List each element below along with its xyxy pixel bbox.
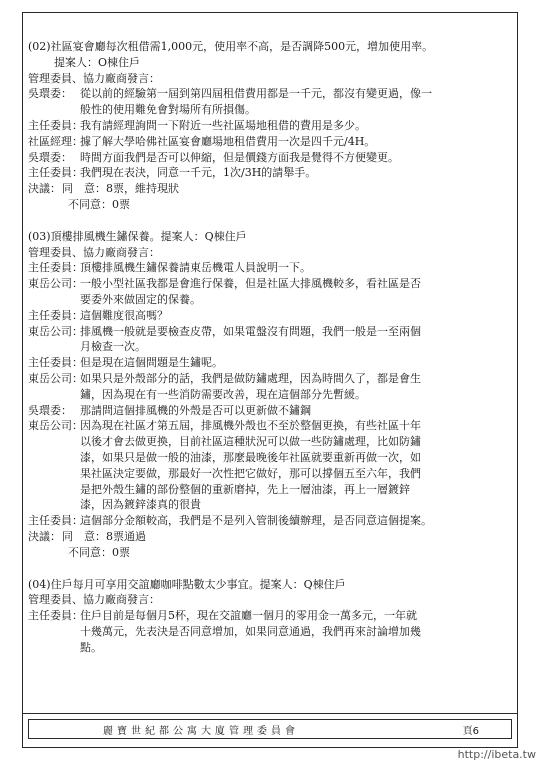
- discussion-header: 管理委員、協力廠商發言：: [28, 71, 160, 85]
- speaker: 社區經理：: [28, 134, 83, 148]
- speaker: 東岳公司：: [28, 277, 83, 291]
- agenda-item-04: [28, 577, 516, 656]
- statement: [28, 308, 516, 324]
- speaker: 吳環委：: [28, 403, 72, 417]
- speech: [80, 371, 516, 403]
- statement: [28, 165, 516, 181]
- agenda-item-02: [28, 39, 516, 213]
- speech-line: 從以前的經驗第一屆到第四屆租借費用都是一千元，都沒有變更過，像一: [80, 87, 432, 101]
- statement: [28, 134, 516, 150]
- speech-line: 點。: [80, 640, 102, 654]
- vote-row: [28, 197, 516, 213]
- proposer: 提案人：O棟住戶: [54, 55, 141, 69]
- speech-line: 十幾萬元，先表決是否同意增加，如果同意通過，我們再來討論增加幾: [80, 624, 421, 638]
- decision-label: 決議：: [28, 529, 61, 543]
- item-title: (04)住戶每月可享用交誼廳咖啡點數太少事宜。提案人：Q棟住戶: [28, 577, 346, 591]
- speech-line: 住戶目前是每個月5杯，現在交誼廳一個月的零用金一萬多元，一年就: [80, 609, 417, 623]
- speech-line: 據了解大學哈佛社區宴會廳場地租借費用一次是四千元/4H。: [80, 134, 376, 148]
- speech-line: 排風機一般就是要檢查皮帶，如果電盤沒有問題，我們一般是一至兩個: [80, 324, 421, 338]
- vote-label: 同 意：: [62, 182, 106, 196]
- speech-line: 鏽，因為現在有一些消防需要改善，現在這個部分先暫緩。: [80, 387, 366, 401]
- watermark: http://ibeta.tw: [457, 748, 536, 761]
- statement: [28, 371, 516, 403]
- speech-line: 這個難度很高嗎？: [80, 308, 168, 322]
- speech-line: 月檢查一次。: [80, 340, 146, 354]
- speech: [80, 324, 516, 356]
- agenda-item-03: [28, 229, 516, 561]
- speaker: 主任委員：: [28, 166, 83, 180]
- footer-title: 麗寶世紀都公寓大廈管理委員會: [103, 726, 299, 737]
- speech-line: 這個部分金額較高，我們是不是列入管制後續辦理，是否同意這個提案。: [80, 514, 432, 528]
- statement: [28, 150, 516, 166]
- statement: [28, 608, 516, 655]
- decision: [28, 181, 516, 197]
- speech-line: 那請問這個排風機的外殼是否可以更新做不鏽鋼: [80, 403, 311, 417]
- speech-line: 因為現在社區才第五屆，排風機外殼也不至於整個更換，有些社區十年: [80, 419, 421, 433]
- speaker: 主任委員：: [28, 261, 83, 275]
- statement: [28, 403, 516, 419]
- speaker: 主任委員：: [28, 118, 83, 132]
- minutes-content: [28, 39, 516, 655]
- speech-line: 時間方面我們是否可以伸縮，但是價錢方面我是覺得不方便變更。: [80, 150, 399, 164]
- discussion-header: 管理委員、協力廠商發言：: [28, 593, 160, 607]
- speaker: 吳環委：: [28, 150, 72, 164]
- speech-line: 但是現在這個問題是生鏽呢。: [80, 356, 223, 370]
- statement: [28, 260, 516, 276]
- statement: [28, 324, 516, 356]
- page-number: 頁6: [462, 726, 479, 737]
- speech: [80, 418, 516, 513]
- vote-label: 不同意：: [68, 545, 112, 559]
- vote-value: 0票: [112, 545, 130, 559]
- speech-line: 我有請經理詢問一下附近一些社區場地租借的費用是多少。: [80, 118, 366, 132]
- speech-line: 要委外來做固定的保養。: [80, 292, 201, 306]
- speech-line: 漆，因為鍍鋅漆真的很貴: [80, 498, 201, 512]
- statement: [28, 276, 516, 308]
- vote-value: 8票通過: [106, 529, 146, 543]
- speech: [80, 276, 516, 308]
- statement: [28, 118, 516, 134]
- decision-label: 決議：: [28, 182, 61, 196]
- statement: [28, 355, 516, 371]
- speaker: 主任委員：: [28, 514, 83, 528]
- vote-row: [28, 545, 516, 561]
- speech-line: 我們現在表決，同意一千元，1次/3H的請舉手。: [80, 166, 317, 180]
- speech-line: 如果只是外殼部分的話，我們是做防鏽處理，因為時間久了，都是會生: [80, 371, 421, 385]
- footer-box: [28, 719, 512, 739]
- speaker: 吳環委：: [28, 87, 72, 101]
- speech-line: 果社區決定要做，那最好一次性把它做好，那可以撐個五至六年，我們: [80, 466, 421, 480]
- speaker: 主任委員：: [28, 308, 83, 322]
- speech-line: 般性的使用難免會對場所有所損傷。: [80, 103, 256, 117]
- speech-line: 頂樓排風機生鏽保養請東岳機電人員說明一下。: [80, 261, 311, 275]
- speech-line: 以後才會去做更換，目前社區這種狀況可以做一些防鏽處理，比如防鏽: [80, 435, 421, 449]
- speaker: 東岳公司：: [28, 419, 83, 433]
- statement: [28, 418, 516, 513]
- speaker: 東岳公司：: [28, 324, 83, 338]
- speaker: 主任委員：: [28, 356, 83, 370]
- page-footer: [22, 713, 518, 747]
- speaker: 主任委員：: [28, 609, 83, 623]
- speech-line: 一般小型社區我都是會進行保養，但是社區大排風機較多，看社區是否: [80, 277, 421, 291]
- speech: [80, 86, 516, 118]
- statement: [28, 513, 516, 529]
- speaker: 東岳公司：: [28, 371, 83, 385]
- vote-label: 同 意：: [62, 529, 106, 543]
- vote-label: 不同意：: [68, 197, 112, 211]
- vote-value: 8票，維持現狀: [106, 182, 179, 196]
- speech-line: 是把外殼生鏽的部份整個的重新磨掉，先上一層油漆，再上一層鍍鋅: [80, 482, 410, 496]
- statement: [28, 86, 516, 118]
- discussion-header: 管理委員、協力廠商發言：: [28, 245, 160, 259]
- vote-value: 0票: [112, 197, 130, 211]
- item-title: (02)社區宴會廳每次租借需1,000元，使用率不高，是否調降500元，增加使用率。: [28, 40, 434, 53]
- speech: [80, 608, 516, 655]
- decision: [28, 529, 516, 545]
- item-title: (03)頂樓排風機生鏽保養。提案人：Q棟住戶: [28, 229, 247, 243]
- speech-line: 漆，如果只是做一般的油漆，那麼最晚後年社區就要重新再做一次，如: [80, 450, 421, 464]
